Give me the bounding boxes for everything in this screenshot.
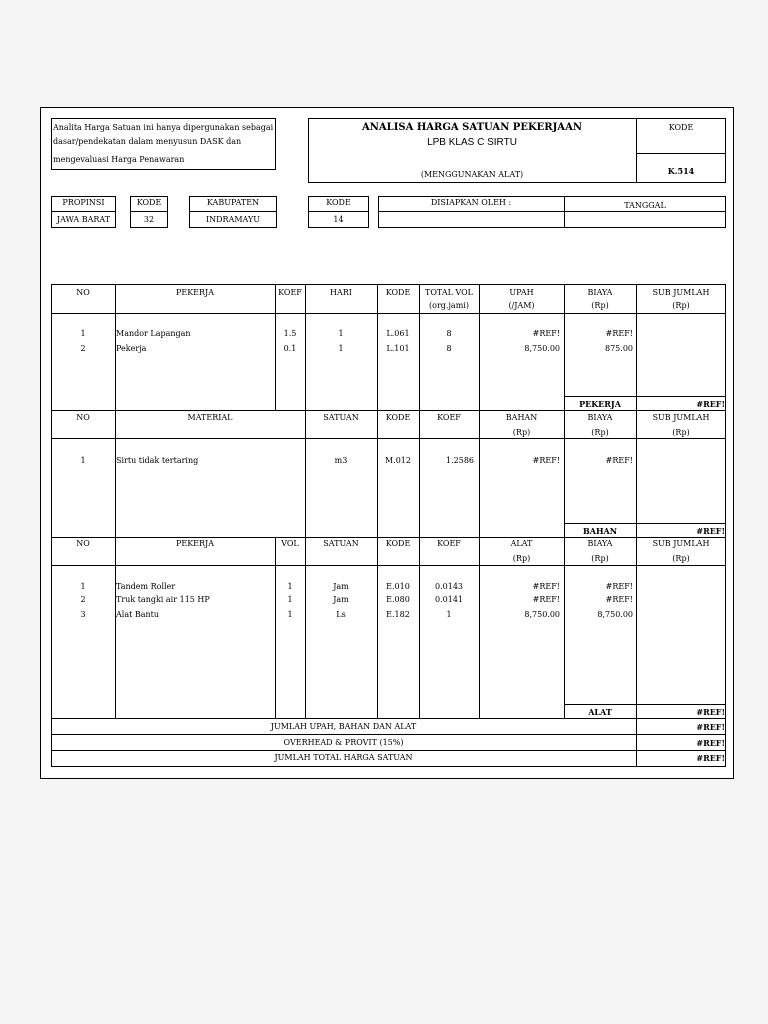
equipment-header-koef: KOEF (437, 539, 461, 548)
disiapkan-label: DISIAPKAN OLEH : (430, 198, 512, 207)
kode1-label: KODE (136, 198, 162, 207)
material-row-1-no: 1 (80, 456, 86, 465)
equipment-row-2-no: 2 (80, 595, 86, 604)
summary-total-label: JUMLAH TOTAL HARGA SATUAN (274, 753, 413, 762)
material-header-koef: KOEF (437, 413, 461, 422)
labor-header-sub: SUB JUMLAH (652, 288, 710, 297)
equipment-row-1-vol: 1 (287, 582, 293, 591)
material-header-bahan-unit: (Rp) (512, 428, 531, 437)
equipment-row-2-biaya: #REF! (605, 595, 633, 604)
kode-header: KODE (668, 123, 694, 132)
equipment-row-1-satuan: Jam (333, 582, 349, 591)
labor-row-2-kode: L.101 (386, 344, 410, 353)
material-header-biaya-unit: (Rp) (591, 428, 609, 437)
summary-total-value: #REF! (696, 753, 725, 763)
labor-header-biaya: BIAYA (587, 288, 613, 297)
equipment-header-biaya-unit: (Rp) (591, 554, 609, 563)
material-row-1-biaya: #REF! (605, 456, 633, 465)
equipment-row-2-kode: E.080 (386, 595, 410, 604)
labor-header-biaya-unit: (Rp) (591, 301, 609, 310)
material-row-1-kode: M.012 (384, 456, 411, 465)
equipment-row-1-alat: #REF! (532, 582, 560, 591)
equipment-row-3-name: Alat Bantu (116, 610, 160, 619)
material-header-no: NO (76, 413, 90, 422)
equipment-header-alat: ALAT (510, 539, 533, 548)
labor-header-total-vol-unit: (org.jami) (429, 301, 469, 310)
material-row-1-name: Sirtu tidak tertaring (116, 456, 199, 465)
labor-header-upah: UPAH (509, 288, 534, 297)
labor-row-2-name: Pekerja (116, 344, 147, 353)
equipment-row-2-vol: 1 (287, 595, 293, 604)
analysis-sheet (40, 107, 734, 779)
kode1-value: 32 (143, 215, 155, 224)
labor-header-sub-unit: (Rp) (672, 301, 690, 310)
labor-header-total-vol: TOTAL VOL (425, 288, 473, 297)
labor-row-2-koef: 0.1 (283, 344, 297, 353)
summary-subtotal-label: JUMLAH UPAH, BAHAN DAN ALAT (270, 722, 417, 731)
equipment-header-alat-unit: (Rp) (512, 554, 531, 563)
material-header-satuan: SATUAN (323, 413, 359, 422)
note-line-2: dasar/pendekatan dalam menyusun DASK dan (53, 137, 242, 146)
labor-header-hari: HARI (330, 288, 352, 297)
note-line-1: Analita Harga Satuan ini hanya dipergunakan sebagai (53, 123, 274, 132)
labor-header-kode: KODE (385, 288, 411, 297)
labor-row-2-biaya: 875.00 (605, 344, 633, 353)
method-label: (MENGGUNAKAN ALAT) (420, 170, 524, 179)
labor-row-1-name: Mandor Lapangan (116, 329, 191, 338)
note-line-3: mengevaluasi Harga Penawaran (53, 155, 185, 164)
equipment-header-sub-unit: (Rp) (672, 554, 690, 563)
kode2-label: KODE (326, 198, 351, 207)
equipment-row-3-no: 3 (80, 610, 86, 619)
material-row-1-bahan: #REF! (532, 456, 560, 465)
labor-total-value: #REF! (696, 399, 725, 409)
material-row-1-satuan: m3 (334, 456, 348, 465)
equipment-row-3-vol: 1 (287, 610, 293, 619)
labor-row-1-upah: #REF! (532, 329, 560, 338)
labor-header-pekerja: PEKERJA (175, 288, 215, 297)
labor-header-no: NO (76, 288, 90, 297)
labor-row-2-total: 8 (446, 344, 452, 353)
labor-header-upah-unit: (/JAM) (508, 301, 535, 310)
equipment-row-1-koef: 0.0143 (435, 582, 463, 591)
material-total-value: #REF! (696, 526, 725, 536)
labor-row-1-hari: 1 (338, 329, 344, 338)
equipment-row-1-no: 1 (80, 582, 86, 591)
labor-total-label: PEKERJA (579, 399, 621, 409)
tanggal-label: TANGGAL (624, 201, 666, 210)
equipment-row-2-name: Truk tangki air 115 HP (116, 595, 210, 604)
equipment-header-sub: SUB JUMLAH (652, 539, 710, 548)
equipment-header-kode: KODE (385, 539, 411, 548)
equipment-total-label: ALAT (588, 707, 612, 717)
equipment-row-3-koef: 1 (446, 610, 452, 619)
kode2-value: 14 (333, 215, 344, 224)
equipment-header-satuan: SATUAN (323, 539, 359, 548)
material-header-biaya: BIAYA (587, 413, 613, 422)
material-row-1-koef: 1.2586 (446, 456, 474, 465)
labor-header-koef: KOEF (278, 288, 302, 297)
kabupaten-label: KABUPATEN (206, 198, 260, 207)
equipment-header-vol: VOL (281, 539, 299, 548)
page-subtitle: LPB KLAS C SIRTU (427, 137, 517, 148)
material-header-material: MATERIAL (187, 413, 233, 422)
equipment-row-3-kode: E.182 (386, 610, 410, 619)
equipment-row-2-koef: 0.0141 (435, 595, 463, 604)
labor-row-2-no: 2 (80, 344, 86, 353)
equipment-row-2-satuan: Jam (333, 595, 349, 604)
kode-value: K.514 (667, 166, 695, 176)
labor-row-1-koef: 1.5 (283, 329, 297, 338)
material-total-label: BAHAN (582, 526, 618, 536)
equipment-header-no: NO (76, 539, 90, 548)
equipment-row-1-name: Tandem Roller (116, 582, 176, 591)
equipment-row-3-satuan: Ls (336, 610, 346, 619)
propinsi-label: PROPINSI (62, 198, 105, 207)
summary-overhead-label: OVERHEAD & PROVIT (15%) (283, 738, 404, 747)
kabupaten-value: INDRAMAYU (205, 215, 261, 224)
summary-subtotal-value: #REF! (696, 722, 725, 732)
labor-row-2-hari: 1 (338, 344, 344, 353)
equipment-total-value: #REF! (696, 707, 725, 717)
equipment-row-3-alat: 8,750.00 (524, 610, 560, 619)
labor-row-1-kode: L.061 (386, 329, 410, 338)
page-title: ANALISA HARGA SATUAN PEKERJAAN (362, 122, 582, 133)
equipment-row-1-kode: E.010 (386, 582, 410, 591)
material-header-sub-unit: (Rp) (672, 428, 690, 437)
material-header-sub: SUB JUMLAH (652, 413, 710, 422)
summary-overhead-value: #REF! (696, 738, 725, 748)
equipment-row-2-alat: #REF! (532, 595, 560, 604)
labor-row-1-total: 8 (446, 329, 452, 338)
labor-row-2-upah: 8,750.00 (524, 344, 560, 353)
material-header-bahan: BAHAN (505, 413, 538, 422)
material-header-kode: KODE (385, 413, 411, 422)
propinsi-value: JAWA BARAT (56, 215, 111, 224)
equipment-header-biaya: BIAYA (587, 539, 613, 548)
equipment-row-1-biaya: #REF! (605, 582, 633, 591)
labor-row-1-no: 1 (80, 329, 86, 338)
equipment-row-3-biaya: 8,750.00 (597, 610, 633, 619)
labor-row-1-biaya: #REF! (605, 329, 633, 338)
equipment-header-pekerja: PEKERJA (175, 539, 215, 548)
